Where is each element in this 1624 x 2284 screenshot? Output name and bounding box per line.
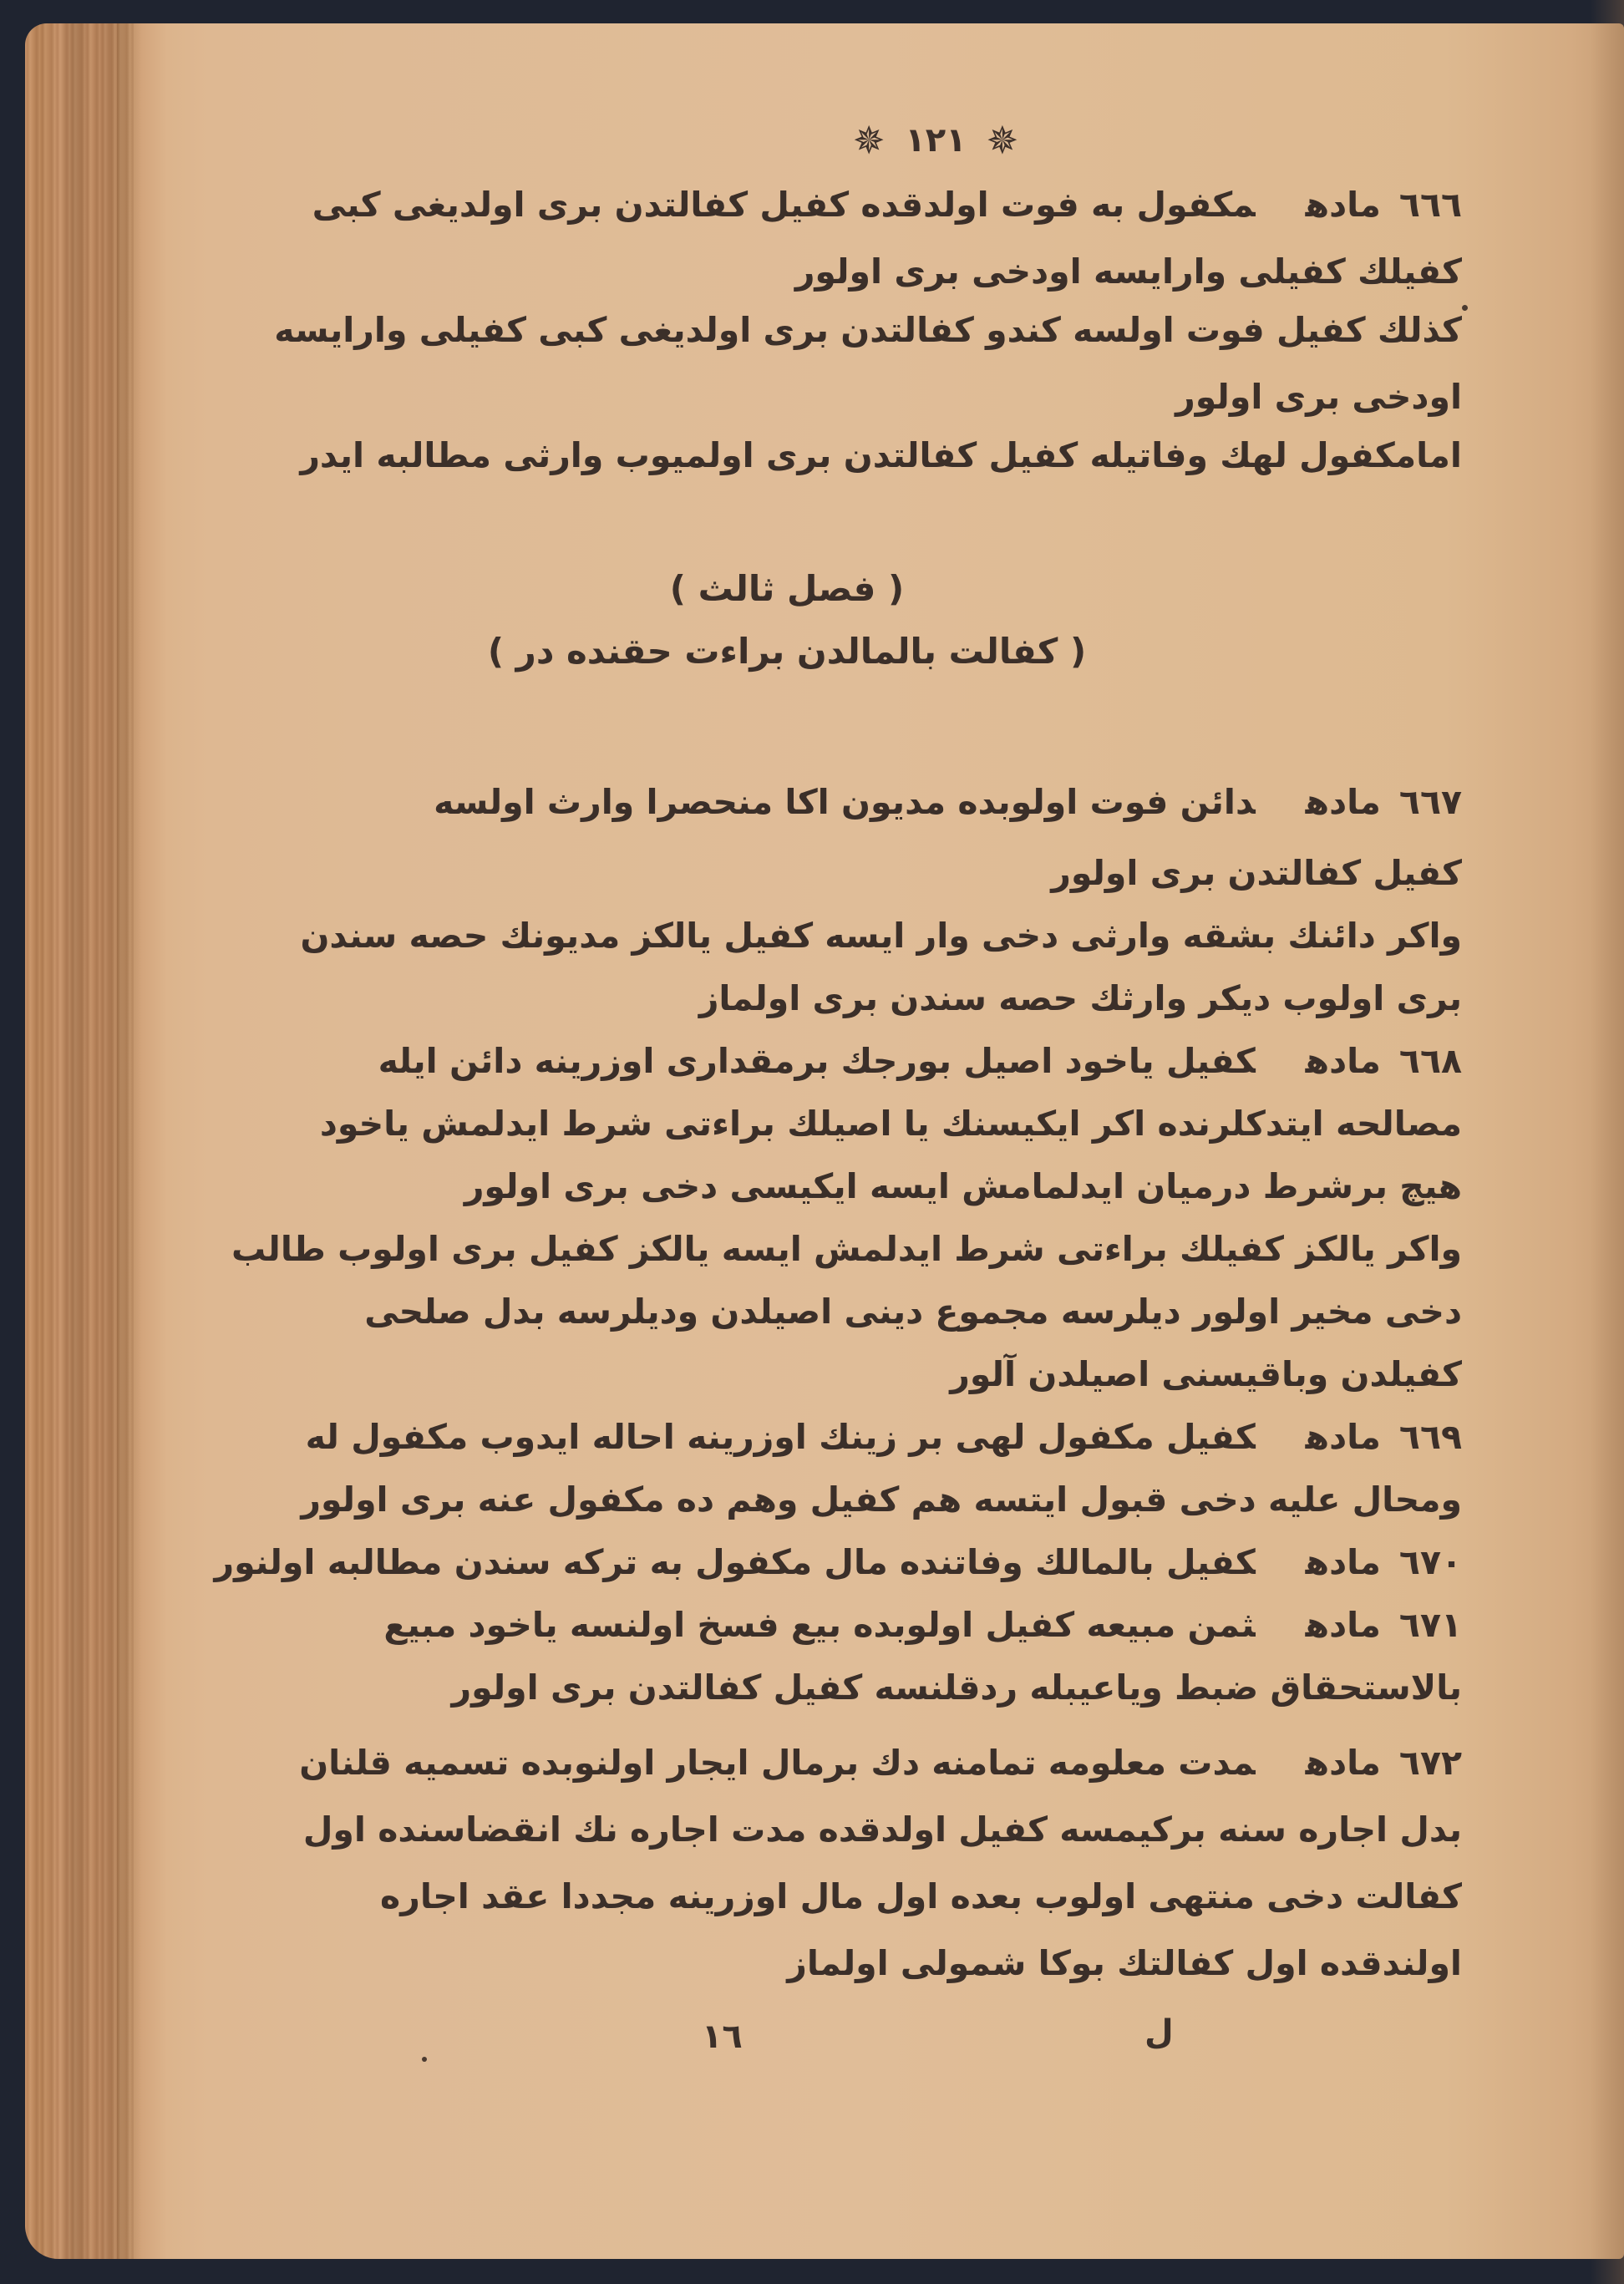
article-line: [305, 1408, 1462, 1466]
article-label: ماده: [1305, 185, 1381, 225]
article-text: بالاستحقاق ضبط وياعيبله ردقلنسه كفيل كفالتدن برى اولور: [451, 1667, 1462, 1708]
article-text: مكفول به فوت اولدقده كفيل كفالتدن برى اولديغى كبى: [312, 185, 1256, 225]
article-label: ماده: [1305, 1417, 1381, 1457]
article-text: ثمن مبيعه كفيل اولوبده بيع فسخ اولنسه ياخود مبيع: [383, 1605, 1256, 1645]
signature-mark-number: ١٦: [702, 2018, 743, 2056]
article-number: ٦٦٦: [1398, 185, 1462, 225]
article-label: ماده: [1305, 1743, 1381, 1783]
article-text: دخى مخير اولور ديلرسه مجموع دينى اصيلدن وديلرسه بدل صلحى: [364, 1292, 1462, 1332]
article-text: كفيل مكفول لهى بر زينك اوزرينه احاله ايدوب مكفول له: [305, 1417, 1256, 1457]
article-text: كفيلدن وباقيسنى اصيلدن آلور: [950, 1354, 1462, 1394]
article-line: [434, 1934, 1462, 1992]
article-line: [299, 1733, 1462, 1792]
article-label: ماده: [1305, 782, 1381, 822]
article-line: [300, 906, 1462, 965]
article-number: ٦٦٧: [1398, 782, 1462, 822]
article-line: [301, 1470, 1462, 1529]
article-line: [274, 301, 1462, 359]
article-number: ٦٧٠: [1398, 1542, 1462, 1582]
article-line: [434, 1658, 1462, 1717]
article-text: ومحال عليه دخى قبول ايتسه هم كفيل وهم ده مكفول عنه برى اولور: [301, 1480, 1462, 1520]
section-subtitle: ( كفالت بالمالدن براءت حقنده در ): [487, 631, 1087, 672]
article-line: [434, 368, 1462, 426]
ornament-icon: ✵: [986, 118, 1019, 163]
article-line: [434, 773, 1462, 831]
article-text: اودخى برى اولور: [1175, 377, 1462, 417]
article-line: [380, 1867, 1462, 1926]
section-title: ( فصل ثالث ): [669, 568, 905, 609]
article-number: ٦٧٢: [1398, 1743, 1462, 1783]
article-text: مصالحه ايتدكلرنده اكر ايكيسنك يا اصيلك براءتى شرط ايدلمش ياخود: [319, 1104, 1462, 1144]
article-text: اولندقده اول كفالتك بوكا شمولى اولماز: [787, 1943, 1462, 1983]
signature-mark-letter: ل: [1144, 2013, 1174, 2052]
article-line: [364, 1282, 1462, 1341]
article-line: [214, 1533, 1462, 1591]
ink-speck: [422, 2057, 427, 2062]
article-text: دائن فوت اولوبده مديون اكا منحصرا وارث اولسه: [434, 782, 1256, 822]
article-label: ماده: [1305, 1542, 1381, 1582]
article-number: ٦٦٨: [1398, 1041, 1462, 1081]
article-label: ماده: [1305, 1041, 1381, 1081]
article-text: كفالت دخى منتهى اولوب بعده اول مال اوزرينه مجددا عقد اجاره: [380, 1876, 1462, 1916]
article-text: بدل اجاره سنه بركيمسه كفيل اولدقده مدت اجاره نك انقضاسنده اول: [302, 1809, 1462, 1850]
article-line: [302, 1800, 1462, 1859]
article-text: مدت معلومه تمامنه دك برمال ايجار اولنوبده تسميه قلنان: [299, 1743, 1256, 1783]
article-line: [300, 426, 1462, 485]
article-text: كذلك كفيل فوت اولسه كندو كفالتدن برى اولديغى كبى كفيلى وارايسه: [274, 310, 1462, 350]
article-line: [434, 242, 1462, 301]
article-text: كفيل ياخود اصيل بورجك برمقدارى اوزرينه دائن ايله: [378, 1041, 1256, 1081]
article-line: [319, 1094, 1462, 1153]
article-text: هيچ برشرط درميان ايدلمامش ايسه ايكيسى دخى برى اولور: [464, 1166, 1462, 1206]
page-right-edge: [1591, 0, 1624, 2284]
article-text: واكر دائنك بشقه وارثى دخى وار ايسه كفيل يالكز مديونك حصه سندن: [300, 916, 1462, 956]
article-line: [434, 844, 1462, 902]
page-number: ١٢١: [905, 121, 967, 160]
page-header: [835, 107, 1036, 174]
article-line: [434, 1345, 1462, 1403]
article-text: برى اولوب ديكر وارثك حصه سندن برى اولماز: [698, 978, 1462, 1018]
gutter-shadow: [117, 23, 142, 2259]
article-label: ماده: [1305, 1605, 1381, 1645]
article-line: [383, 1596, 1462, 1654]
article-line: [434, 969, 1462, 1028]
article-line: [312, 175, 1462, 234]
article-line: [378, 1032, 1462, 1090]
article-line: [434, 1157, 1462, 1216]
ornament-icon: ✵: [852, 118, 886, 163]
article-number: ٦٦٩: [1398, 1417, 1462, 1457]
article-line: [231, 1220, 1462, 1278]
article-text: واكر يالكز كفيلك براءتى شرط ايدلمش ايسه يالكز كفيل برى اولوب طالب: [231, 1229, 1462, 1269]
article-text: كفيلك كفيلى وارايسه اودخى برى اولور: [794, 251, 1462, 292]
article-text: كفيل كفالتدن برى اولور: [1051, 853, 1462, 893]
article-text: امامكفول لهك وفاتيله كفيل كفالتدن برى اولميوب وارثى مطالبه ايدر: [300, 435, 1462, 475]
article-text: كفيل بالمالك وفاتنده مال مكفول به تركه سندن مطالبه اولنور: [214, 1542, 1256, 1582]
article-number: ٦٧١: [1398, 1605, 1462, 1645]
